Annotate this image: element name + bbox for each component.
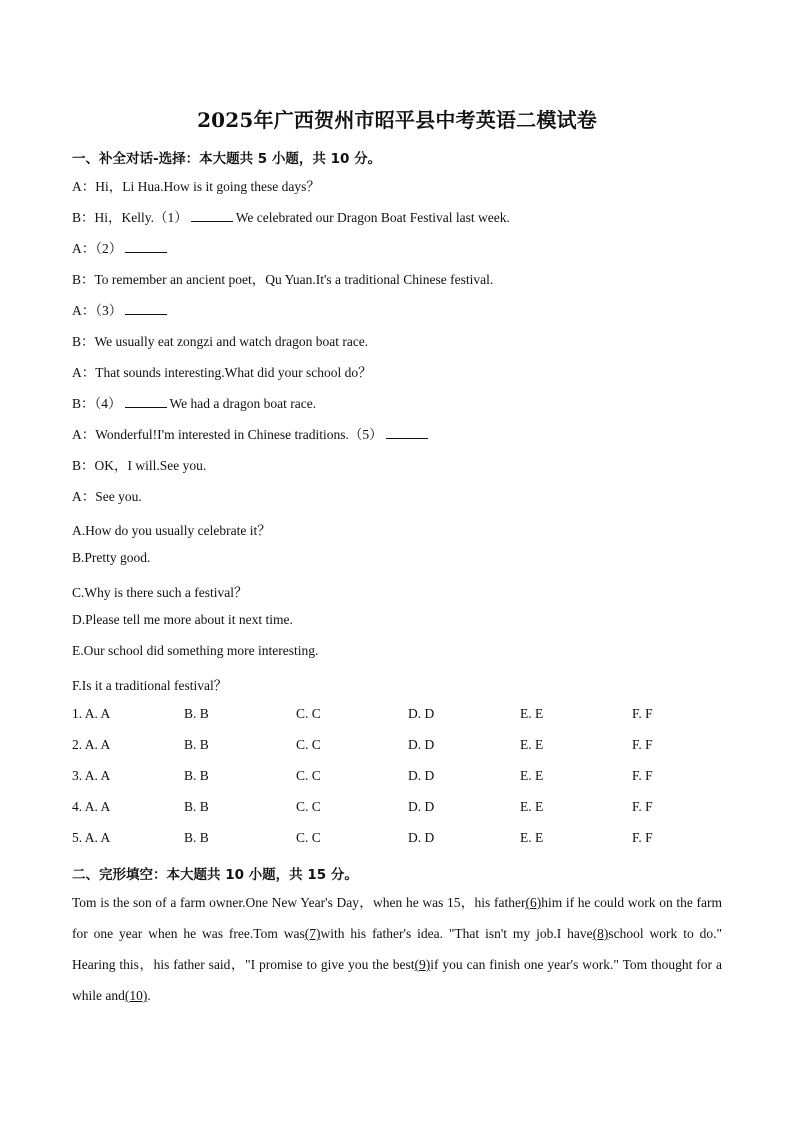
section-2-heading: 二、完形填空：本大题共 10 小题，共 15 分。	[72, 867, 358, 883]
answer-option[interactable]: E. E	[520, 799, 544, 814]
dialogue-line	[72, 237, 170, 257]
answer-option[interactable]: 5. A. A	[72, 830, 111, 845]
dialogue-text-after-blank: We celebrated our Dragon Boat Festival last week.	[235, 210, 510, 225]
answer-option[interactable]: C. C	[296, 830, 321, 845]
cloze-blank[interactable]: (10)	[124, 988, 148, 1003]
answer-row	[72, 799, 732, 819]
answer-option[interactable]: C. C	[296, 706, 321, 721]
choice-item: C.Why is there such a festival？	[72, 585, 248, 600]
dialogue-text: A：See you.	[72, 489, 142, 504]
answer-option[interactable]: D. D	[408, 706, 435, 721]
answer-option[interactable]: C. C	[296, 737, 321, 752]
dialogue-text: A：Hi，Li Hua.How is it going these days？	[72, 179, 320, 194]
dialogue-text: B：We usually eat zongzi and watch dragon boat race.	[72, 334, 369, 349]
passage-text: school work to do." Hearing this，his father said，"I promise to give you the best	[72, 926, 722, 972]
dialogue-text: B：To remember an ancient poet，Qu Yuan.It's a traditional Chinese festival.	[72, 272, 494, 287]
passage-text: with his father's idea. "That isn't my job.I have	[320, 926, 593, 941]
answer-option[interactable]: 2. A. A	[72, 737, 111, 752]
section-1-heading: 一、补全对话-选择：本大题共 5 小题，共 10 分。	[72, 151, 382, 167]
cloze-passage	[72, 887, 722, 1011]
passage-text: if you can finish one year's work." Tom thought for a while and	[72, 957, 722, 1003]
answer-blank[interactable]	[191, 209, 233, 222]
answer-option[interactable]: E. E	[520, 737, 544, 752]
choice-item: A.How do you usually celebrate it？	[72, 523, 271, 538]
answer-option[interactable]: F. F	[632, 737, 653, 752]
answer-option[interactable]: C. C	[296, 768, 321, 783]
choice-item: E.Our school did something more interesting.	[72, 643, 319, 658]
answer-blank[interactable]	[125, 395, 167, 408]
dialogue-line	[72, 299, 170, 319]
dialogue-line	[72, 392, 316, 412]
answer-blank[interactable]	[386, 426, 428, 439]
answer-row	[72, 830, 732, 850]
answer-option[interactable]: E. E	[520, 830, 544, 845]
answer-row	[72, 737, 732, 757]
answer-option[interactable]: F. F	[632, 768, 653, 783]
choice-item: D.Please tell me more about it next time.	[72, 612, 293, 627]
passage-text: him if he could work on the farm for one year when he was free.Tom was	[72, 895, 722, 941]
answer-blank[interactable]	[125, 240, 167, 253]
answer-option[interactable]: D. D	[408, 830, 435, 845]
answer-blank[interactable]	[125, 302, 167, 315]
answer-option[interactable]: F. F	[632, 799, 653, 814]
answer-option[interactable]: E. E	[520, 706, 544, 721]
answer-option[interactable]: C. C	[296, 799, 321, 814]
dialogue-line	[72, 330, 368, 350]
answer-row	[72, 768, 732, 788]
answer-option[interactable]: B. B	[184, 799, 209, 814]
answer-row	[72, 706, 732, 726]
dialogue-text: B：OK，I will.See you.	[72, 458, 207, 473]
answer-option[interactable]: F. F	[632, 706, 653, 721]
cloze-blank[interactable]: (8)	[592, 926, 609, 941]
dialogue-line	[72, 485, 142, 505]
answer-option[interactable]: B. B	[184, 768, 209, 783]
cloze-blank[interactable]: (6)	[525, 895, 542, 910]
dialogue-line	[72, 206, 510, 226]
answer-option[interactable]: E. E	[520, 768, 544, 783]
answer-option[interactable]: F. F	[632, 830, 653, 845]
passage-text: Tom is the son of a farm owner.One New Year's Day，when he was 15，his father	[72, 895, 526, 910]
dialogue-line	[72, 175, 320, 195]
page-title: 2025年广西贺州市昭平县中考英语二模试卷	[197, 108, 597, 132]
answer-option[interactable]: 1. A. A	[72, 706, 111, 721]
dialogue-line	[72, 361, 372, 381]
answer-option[interactable]: 4. A. A	[72, 799, 111, 814]
dialogue-text: A：That sounds interesting.What did your school do？	[72, 365, 372, 380]
answer-option[interactable]: B. B	[184, 737, 209, 752]
answer-option[interactable]: D. D	[408, 799, 435, 814]
dialogue-text: B：Hi，Kelly.（1）	[72, 210, 188, 225]
dialogue-line	[72, 423, 431, 443]
cloze-blank[interactable]: (7)	[304, 926, 321, 941]
dialogue-text: A：（3）	[72, 303, 123, 318]
choice-item: B.Pretty good.	[72, 550, 151, 565]
dialogue-text: A：（2）	[72, 241, 123, 256]
answer-option[interactable]: 3. A. A	[72, 768, 111, 783]
answer-option[interactable]: D. D	[408, 737, 435, 752]
dialogue-line	[72, 454, 206, 474]
choice-item: F.Is it a traditional festival？	[72, 678, 228, 693]
answer-option[interactable]: B. B	[184, 706, 209, 721]
dialogue-text: B：（4）	[72, 396, 122, 411]
passage-text: .	[147, 988, 151, 1003]
answer-option[interactable]: D. D	[408, 768, 435, 783]
dialogue-line	[72, 268, 493, 288]
dialogue-text: A：Wonderful!I'm interested in Chinese traditions.（5）	[72, 427, 383, 442]
answer-option[interactable]: B. B	[184, 830, 209, 845]
cloze-blank[interactable]: (9)	[414, 957, 431, 972]
dialogue-text-after-blank: We had a dragon boat race.	[169, 396, 317, 411]
